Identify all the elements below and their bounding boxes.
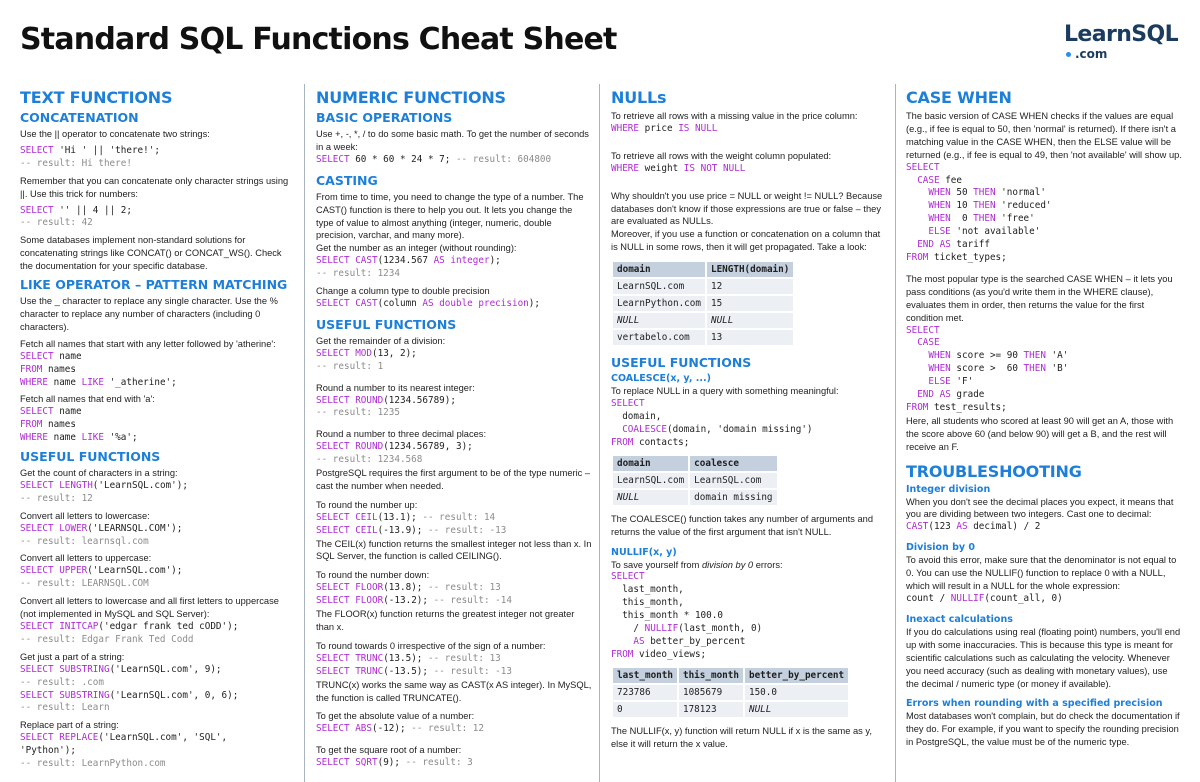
- code-line: SELECT: [906, 324, 940, 336]
- rounding-errors-desc: Most databases won't complain, but do check the documentation if they do. For example, if you want to specify the rounding precision in PostgreSQL, the value must be of the numeric type.: [906, 711, 1180, 748]
- column-divider: [895, 84, 896, 782]
- replace-example: [20, 732, 292, 771]
- result-line: -- result: Edgar Frank Ted Codd: [20, 633, 194, 645]
- result-line: -- result: 12: [20, 492, 93, 504]
- subheading-like: LIKE OPERATOR – PATTERN MATCHING: [20, 277, 288, 293]
- code-line: SELECT: [906, 161, 940, 173]
- like-intro: Use the _ character to replace any single character. Use the % character to replace any number of characters (including 0 characters).: [20, 296, 278, 332]
- table-cell: LearnSQL.com: [613, 279, 705, 294]
- result-line: -- result: 1: [316, 360, 384, 372]
- round-desc-1: Round a number to its nearest integer:: [316, 382, 475, 393]
- code-line: this_month * 100.0: [611, 610, 723, 622]
- round-note: PostgreSQL requires the first argument to be of the type numeric – cast the number when needed.: [316, 468, 591, 491]
- code-line: SELECT LOWER('LEARNSQL.COM');: [20, 522, 183, 534]
- table-header-cell: domain: [613, 262, 705, 277]
- floor-example: [316, 582, 592, 608]
- like-example-1-desc: Fetch all names that start with any letter followed by 'atherine':: [20, 338, 276, 349]
- result-line: -- result: learnsql.com: [20, 535, 149, 547]
- code-line: CASE: [917, 337, 940, 349]
- code-line: SELECT CAST(1234.567 AS integer);: [316, 255, 501, 267]
- table-header-cell: domain: [613, 456, 688, 471]
- table-header-cell: last_month: [613, 668, 677, 683]
- substring-desc: Get just a part of a string:: [20, 651, 125, 662]
- result-line: -- result: 1234.568: [316, 454, 423, 466]
- code-line: SELECT ROUND(1234.56789);: [316, 394, 456, 406]
- table-cell: LearnPython.com: [613, 296, 705, 311]
- code-line: / NULLIF(last_month, 0): [611, 623, 763, 635]
- code-line: SELECT INITCAP('edgar frank ted cODD');: [20, 621, 239, 632]
- ceil-note: The CEIL(x) function returns the smallest integer not less than x. In SQL Server, the function is called CEILING().: [316, 538, 592, 562]
- numeric-functions-column: [316, 84, 592, 782]
- code-line: FROM test_results;: [906, 401, 1007, 413]
- table-cell: NULL: [745, 702, 848, 717]
- subheading-useful-functions: USEFUL FUNCTIONS: [316, 316, 457, 332]
- nulls-example-1: [611, 123, 885, 136]
- table-cell: 150.0: [745, 685, 848, 700]
- code-line: SELECT FLOOR(-13.2); -- result: -14: [316, 595, 512, 607]
- code-line: WHEN score > 60 THEN 'B': [928, 363, 1069, 375]
- subheading-inexact-calculations: Inexact calculations: [906, 613, 1013, 625]
- division-by-zero-example: [906, 593, 1182, 606]
- nulls-length-table: [611, 260, 795, 347]
- result-line: -- result: 1234: [316, 268, 400, 280]
- nullif-desc: To save yourself from division by 0 errors:: [611, 559, 783, 570]
- code-line: WHERE name LIKE '%a';: [20, 432, 138, 444]
- casting-desc-1: Get the number as an integer (without rounding):: [316, 243, 517, 254]
- coalesce-desc: To replace NULL in a query with something meaningful:: [611, 386, 839, 397]
- table-header-cell: LENGTH(domain): [707, 262, 793, 277]
- table-cell: NULL: [613, 490, 688, 505]
- code-line: CASE fee: [917, 174, 962, 186]
- table-cell: vertabelo.com: [613, 330, 705, 345]
- round-desc-2: Round a number to three decimal places:: [316, 429, 487, 440]
- code-line: count / NULLIF(count_all, 0): [906, 593, 1063, 604]
- table-row: [613, 473, 777, 488]
- table-header-cell: better_by_percent: [745, 668, 848, 683]
- integer-division-example: [906, 521, 1182, 534]
- lower-example: [20, 523, 292, 549]
- ceil-example: [316, 512, 592, 538]
- text-functions-column: [20, 84, 292, 782]
- like-example-2-desc: Fetch all names that end with 'a':: [20, 394, 155, 405]
- nullif-table: [611, 666, 850, 719]
- subheading-division-by-zero: Division by 0: [906, 542, 976, 554]
- table-header-cell: coalesce: [690, 456, 776, 471]
- code-line: SELECT 60 * 60 * 24 * 7; -- result: 604800: [316, 153, 552, 165]
- logo-domain: .com: [1066, 47, 1107, 61]
- code-line: CAST(123 AS decimal) / 2: [906, 521, 1041, 533]
- casting-intro: From time to time, you need to change the type of a number. The CAST() function is there to help you out. It lets you change the type of value to almost anything (integer, numeric, double precision, varchar, and many more).: [316, 191, 584, 241]
- code-line: SELECT UPPER('LearnSQL.com');: [20, 565, 183, 577]
- code-line: SELECT LENGTH('LearnSQL.com');: [20, 479, 188, 491]
- column-divider: [599, 84, 600, 782]
- basic-desc: Use +, -, *, / to do some basic math. To get the number of seconds in a week:: [316, 129, 589, 152]
- learnsql-logo[interactable]: [1064, 22, 1184, 66]
- table-cell: 13: [707, 330, 793, 345]
- replace-desc: Replace part of a string:: [20, 720, 119, 731]
- initcap-example: [20, 621, 292, 647]
- code-line: SELECT '' || 4 || 2;: [20, 204, 132, 216]
- coalesce-table: [611, 454, 779, 507]
- abs-desc: To get the absolute value of a number:: [316, 711, 475, 722]
- table-cell: 15: [707, 296, 793, 311]
- result-line: -- result: LearnPython.com: [20, 758, 166, 770]
- concat-intro: Use the || operator to concatenate two strings:: [20, 129, 210, 139]
- table-row: [613, 330, 793, 345]
- floor-desc: To round the number down:: [316, 570, 430, 581]
- code-line: WHERE weight IS NOT NULL: [611, 162, 746, 174]
- code-line: SELECT CEIL(13.1); -- result: 14: [316, 511, 496, 523]
- code-line: WHEN 10 THEN 'reduced': [928, 200, 1052, 212]
- code-line: FROM contacts;: [611, 436, 690, 448]
- table-row: [613, 490, 777, 505]
- integer-division-desc: When you don't see the decimal places you expect, it means that you are dividing between two integers. Cast one to decimal:: [906, 496, 1174, 520]
- table-cell: 178123: [679, 702, 743, 717]
- nullif-example: [611, 571, 885, 661]
- case-basic-desc: The basic version of CASE WHEN checks if the values are equal (e.g., if fee is equal to 50, then 'normal' is returned). If there isn't a matching value in the CASE WHEN, then the ELSE value will be returned (e.g., if fee is equal to 49, then 'not available' will show up.: [906, 111, 1182, 160]
- table-row: [613, 313, 793, 328]
- subheading-casting: CASTING: [316, 172, 378, 188]
- code-line: COALESCE(domain, 'domain missing'): [622, 423, 813, 435]
- mod-desc: Get the remainder of a division:: [316, 335, 446, 346]
- section-heading-troubleshooting: TROUBLESHOOTING: [906, 461, 1082, 481]
- code-line: domain,: [611, 410, 662, 422]
- nulls-example-2: [611, 163, 885, 176]
- nulls-why: Why shouldn't you use price = NULL or weight != NULL? Because databases don't know if those expressions are true or false – they are evaluated as NULLs.: [611, 190, 883, 227]
- table-row: [613, 296, 793, 311]
- substring-example: [20, 664, 292, 716]
- code-line: WHEN score >= 90 THEN 'A': [928, 350, 1069, 362]
- table-cell: NULL: [707, 313, 793, 328]
- code-line: AS better_by_percent: [633, 635, 746, 647]
- sqrt-desc: To get the square root of a number:: [316, 745, 462, 756]
- code-line: SELECT REPLACE('LearnSQL.com', 'SQL',: [20, 732, 228, 744]
- code-line: SELECT TRUNC(-13.5); -- result: -13: [316, 665, 512, 677]
- subheading-concatenation: CONCATENATION: [20, 110, 139, 125]
- concat-db-note: Some databases implement non-standard solutions for concatenating strings like CONCAT() or CONCAT_WS(). Check the documentation for your specific database.: [20, 235, 282, 272]
- table-row: [613, 279, 793, 294]
- inexact-desc: If you do calculations using real (floating point) numbers, you'll end up with some inaccuracies. This is because this type is meant for scientific calculations such as calculating the velocity. Whenever you need accuracy (such as dealing with monetary values), use the decimal / numeric type (or money if available).: [906, 626, 1181, 689]
- nulls-desc-1: To retrieve all rows with a missing value in the price column:: [611, 111, 858, 121]
- code-line: 'Python');: [20, 745, 76, 757]
- code-line: SELECT 'Hi ' || 'there!';: [20, 144, 160, 156]
- code-line: FROM names: [20, 363, 76, 375]
- page-title: Standard SQL Functions Cheat Sheet: [20, 22, 617, 57]
- nulls-desc-2: To retrieve all rows with the weight column populated:: [611, 150, 832, 161]
- code-line: ELSE 'F': [928, 376, 974, 388]
- code-line: WHERE price IS NULL: [611, 122, 718, 134]
- section-heading-nulls: NULLs: [611, 88, 667, 107]
- subheading-nullif: NULLIF(x, y): [611, 546, 677, 558]
- table-cell: LearnSQL.com: [613, 473, 688, 488]
- section-heading-numeric-functions: NUMERIC FUNCTIONS: [316, 88, 506, 107]
- nullif-note: The NULLIF(x, y) function will return NULL if x is the same as y, else it will return the x value.: [611, 725, 872, 749]
- trunc-desc: To round towards 0 irrespective of the sign of a number:: [316, 640, 546, 651]
- table-row: [613, 702, 848, 717]
- subheading-useful-functions: USEFUL FUNCTIONS: [20, 449, 161, 465]
- result-line: -- result: Hi there!: [20, 157, 132, 169]
- table-cell: 0: [613, 702, 677, 717]
- code-line: ELSE 'not available': [928, 226, 1041, 238]
- code-line: SELECT SQRT(9); -- result: 3: [316, 757, 473, 769]
- code-line: FROM ticket_types;: [906, 251, 1007, 263]
- code-line: FROM video_views;: [611, 648, 707, 660]
- sqrt-example: [316, 757, 592, 770]
- table-row: [613, 685, 848, 700]
- subheading-integer-division: Integer division: [906, 483, 991, 495]
- logo-dot-icon: [1066, 52, 1071, 57]
- table-cell: 1085679: [679, 685, 743, 700]
- code-line: WHERE name LIKE '_atherine';: [20, 376, 177, 388]
- casting-desc-2: Change a column type to double precision: [316, 286, 490, 297]
- coalesce-example: [611, 398, 885, 450]
- code-line: SELECT name: [20, 406, 82, 418]
- code-line: SELECT ROUND(1234.56789, 3);: [316, 441, 473, 453]
- trunc-example: [316, 653, 592, 679]
- table-cell: 723786: [613, 685, 677, 700]
- code-line: SELECT: [611, 398, 645, 410]
- code-line: WHEN 50 THEN 'normal': [928, 187, 1046, 199]
- table-cell: LearnSQL.com: [690, 473, 776, 488]
- table-header-row: [613, 262, 793, 277]
- code-line: FROM names: [20, 419, 76, 431]
- section-heading-text-functions: TEXT FUNCTIONS: [20, 88, 173, 107]
- round-example-2: [316, 441, 592, 467]
- concat-note: Remember that you can concatenate only character strings using ||. Use this trick for numbers:: [20, 175, 289, 199]
- case-searched-example: [906, 325, 1182, 415]
- code-line: END AS tariff: [917, 239, 990, 251]
- code-line: SELECT CEIL(-13.9); -- result: -13: [316, 524, 507, 536]
- nulls-column: [611, 84, 885, 782]
- code-line: SELECT SUBSTRING('LearnSQL.com', 9);: [20, 663, 222, 675]
- like-example-1: [20, 351, 292, 390]
- length-example: [20, 480, 292, 506]
- subheading-basic-operations: BASIC OPERATIONS: [316, 110, 453, 125]
- table-header-row: [613, 668, 848, 683]
- subheading-useful-functions: USEFUL FUNCTIONS: [611, 355, 752, 371]
- column-divider: [304, 84, 305, 782]
- code-line: SELECT name: [20, 350, 82, 362]
- upper-example: [20, 565, 292, 591]
- concat-example-2: [20, 205, 292, 231]
- case-basic-example: [906, 162, 1182, 265]
- result-line: -- result: 1235: [316, 407, 400, 419]
- floor-note: The FLOOR(x) function returns the greatest integer not greater than x.: [316, 609, 575, 632]
- mod-example: [316, 348, 592, 374]
- casting-example-1: [316, 255, 592, 281]
- result-line: -- result: 42: [20, 217, 93, 229]
- like-example-2: [20, 406, 292, 445]
- result-line: -- result: .com: [20, 676, 104, 688]
- code-line: WHEN 0 THEN 'free': [928, 213, 1035, 225]
- code-line: SELECT TRUNC(13.5); -- result: 13: [316, 652, 501, 664]
- length-desc: Get the count of characters in a string:: [20, 468, 178, 479]
- abs-example: [316, 723, 592, 736]
- upper-desc: Convert all letters to uppercase:: [20, 553, 152, 564]
- code-line: SELECT MOD(13, 2);: [316, 347, 417, 359]
- trunc-note: TRUNC(x) works the same way as CAST(x AS integer). In MySQL, the function is called TRUNCATE().: [316, 679, 592, 703]
- table-cell: 12: [707, 279, 793, 294]
- code-line: SELECT CAST(column AS double precision);: [316, 297, 540, 309]
- result-line: -- result: LEARNSQL.COM: [20, 578, 149, 590]
- table-header-row: [613, 456, 777, 471]
- table-header-cell: this_month: [679, 668, 743, 683]
- table-cell: NULL: [613, 313, 705, 328]
- code-line: SELECT SUBSTRING('LearnSQL.com', 0, 6);: [20, 689, 239, 701]
- concat-example-1: [20, 145, 292, 171]
- nulls-propagation: Moreover, if you use a function or concatenation on a column that is NULL in some rows, then it will get propagated. Take a look:: [611, 229, 881, 253]
- initcap-desc: Convert all letters to lowercase and all first letters to uppercase (not implemented in MySQL and SQL Server):: [20, 596, 279, 620]
- code-line: SELECT ABS(-12); -- result: 12: [316, 723, 484, 735]
- subheading-rounding-errors: Errors when rounding with a specified precision: [906, 698, 1163, 710]
- logo-wordmark: LearnSQL: [1064, 22, 1179, 47]
- case-searched-desc: The most popular type is the searched CASE WHEN – it lets you pass conditions (as you'd write them in the WHERE clause), evaluates them in order, then returns the value for the first condition met.: [906, 273, 1173, 323]
- casting-example-2: [316, 298, 592, 311]
- division-by-zero-desc: To avoid this error, make sure that the denominator is not equal to 0. You can use the NULLIF() function to replace 0 with a NULL, which will result in a NULL for the whole expression:: [906, 555, 1177, 592]
- case-when-column: [906, 84, 1182, 782]
- code-line: SELECT: [611, 571, 645, 583]
- case-grade-note: Here, all students who scored at least 90 will get an A, those with the score above 60 (and below 90) will get a B, and the rest will receive an F.: [906, 415, 1174, 452]
- lower-desc: Convert all letters to lowercase:: [20, 510, 150, 521]
- code-line: last_month,: [611, 584, 684, 596]
- basic-example: [316, 154, 592, 167]
- ceil-desc: To round the number up:: [316, 499, 418, 510]
- table-cell: domain missing: [690, 490, 776, 505]
- code-line: SELECT FLOOR(13.8); -- result: 13: [316, 582, 501, 594]
- code-line: END AS grade: [917, 389, 985, 401]
- section-heading-case-when: CASE WHEN: [906, 88, 1012, 107]
- subheading-coalesce: COALESCE(x, y, ...): [611, 373, 711, 385]
- code-line: this_month,: [611, 597, 684, 609]
- coalesce-note: The COALESCE() function takes any number of arguments and returns the value of the first argument that isn't NULL.: [611, 513, 873, 537]
- result-line: -- result: Learn: [20, 702, 110, 714]
- round-example-1: [316, 395, 592, 421]
